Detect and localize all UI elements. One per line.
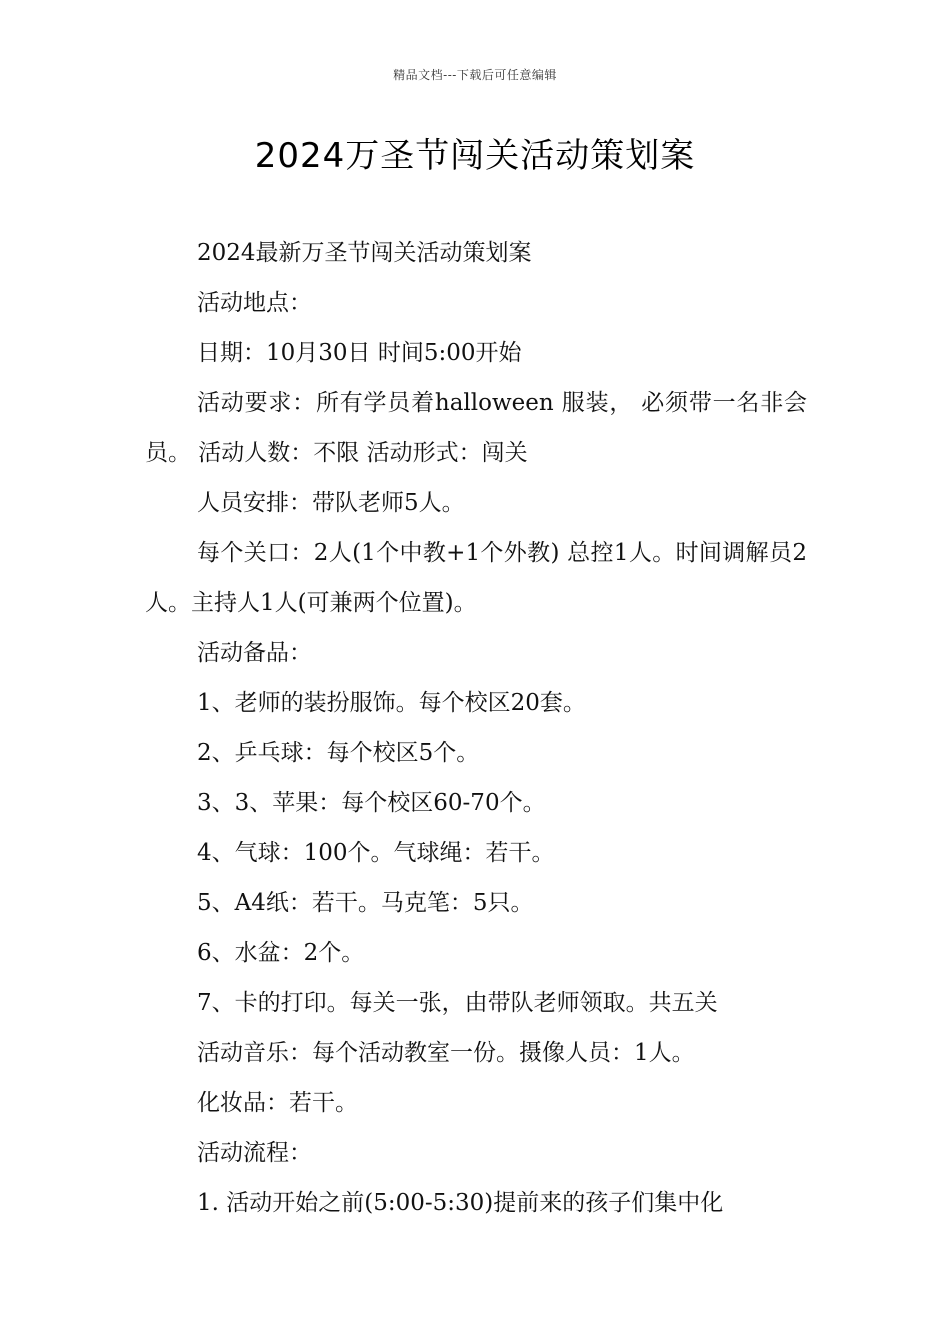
document-body	[145, 228, 807, 1228]
paragraph-staffing: 人员安排：带队老师5人。	[197, 490, 465, 516]
paragraph-checkpoints: 每个关口：2人(1个中教+1个外教) 总控1人。时间调解员2人。主持人1人(可兼两个位置)。	[145, 540, 807, 616]
paragraph-cosmetics: 化妆品：若干。	[197, 1090, 358, 1116]
list-item-supply-6: 6、水盆：2个。	[197, 940, 365, 966]
paragraph-music: 活动音乐：每个活动教室一份。摄像人员：1人。	[197, 1040, 695, 1066]
list-item-supply-5: 5、A4纸：若干。马克笔：5只。	[197, 890, 534, 916]
header-note: 精品文档---下载后可任意编辑	[393, 68, 557, 82]
paragraph-subtitle: 2024最新万圣节闯关活动策划案	[197, 240, 532, 266]
list-item-supply-4: 4、气球：100个。气球绳：若干。	[197, 840, 555, 866]
paragraph-location: 活动地点：	[197, 290, 312, 316]
paragraph-requirements: 活动要求：所有学员着halloween 服装， 必须带一名非会员。 活动人数：不限 活动形式：闯关	[145, 390, 807, 466]
paragraph-date: 日期：10月30日 时间5:00开始	[197, 340, 522, 366]
list-item-supply-7: 7、卡的打印。每关一张，由带队老师领取。共五关	[197, 990, 718, 1016]
list-item-supply-2: 2、乒乓球：每个校区5个。	[197, 740, 480, 766]
paragraph-supplies-heading: 活动备品：	[197, 640, 312, 666]
document-title: 2024万圣节闯关活动策划案	[254, 136, 696, 176]
list-item-supply-1: 1、老师的装扮服饰。每个校区20套。	[197, 690, 586, 716]
paragraph-process-heading: 活动流程：	[197, 1140, 312, 1166]
list-item-supply-3: 3、3、苹果：每个校区60-70个。	[197, 790, 546, 816]
paragraph-process-step-1: 1. 活动开始之前(5:00-5:30)提前来的孩子们集中化	[197, 1190, 724, 1216]
